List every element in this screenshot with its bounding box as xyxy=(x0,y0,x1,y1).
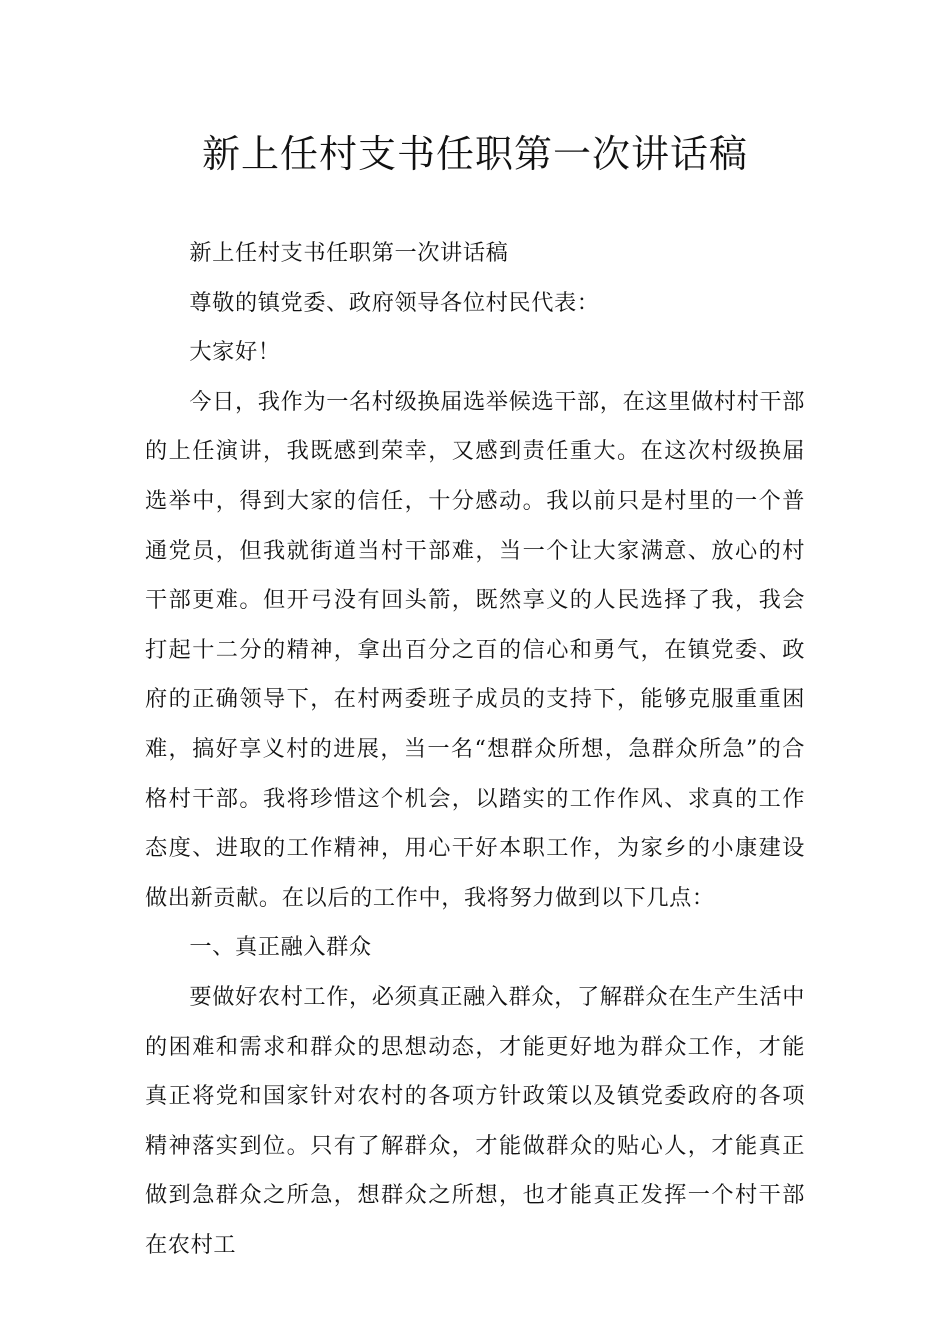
paragraph-main: 今日，我作为一名村级换届选举候选干部，在这里做村村干部的上任演讲，我既感到荣幸，又感到责任重大。在这次村级换届选举中，得到大家的信任，十分感动。我以前只是村里的一个普通党员，但我就街道当村干部难，当一个让大家满意、放心的村干部更难。但开弓没有回头箭，既然享义的人民选择了我，我会打起十二分的精神，拿出百分之百的信心和勇气，在镇党委、政府的正确领导下，在村两委班子成员的支持下，能够克服重重困难，搞好享义村的进展，当一名“想群众所想，急群众所急”的合格村干部。我将珍惜这个机会，以踏实的工作作风、求真的工作态度、进取的工作精神，用心干好本职工作，为家乡的小康建设做出新贡献。在以后的工作中，我将努力做到以下几点： xyxy=(145,388,805,911)
paragraph-subtitle: 新上任村支书任职第一次讲话稿 xyxy=(189,240,509,266)
paragraph-greeting: 大家好！ xyxy=(189,339,281,366)
section-heading-1: 一、真正融入群众 xyxy=(189,934,372,961)
document-body xyxy=(145,229,805,1270)
document-title: 新上任村支书任职第一次讲话稿 xyxy=(201,132,748,176)
paragraph-salutation: 尊敬的镇党委、政府领导各位村民代表： xyxy=(189,289,600,316)
paragraph-section-1: 要做好农村工作，必须真正融入群众，了解群众在生产生活中的困难和需求和群众的思想动态，才能更好地为群众工作，才能真正将党和国家针对农村的各项方针政策以及镇党委政府的各项精神落实到位。只有了解群众，才能做群众的贴心人，才能真正做到急群众之所急，想群众之所想，也才能真正发挥一个村干部在农村工 xyxy=(145,983,805,1258)
